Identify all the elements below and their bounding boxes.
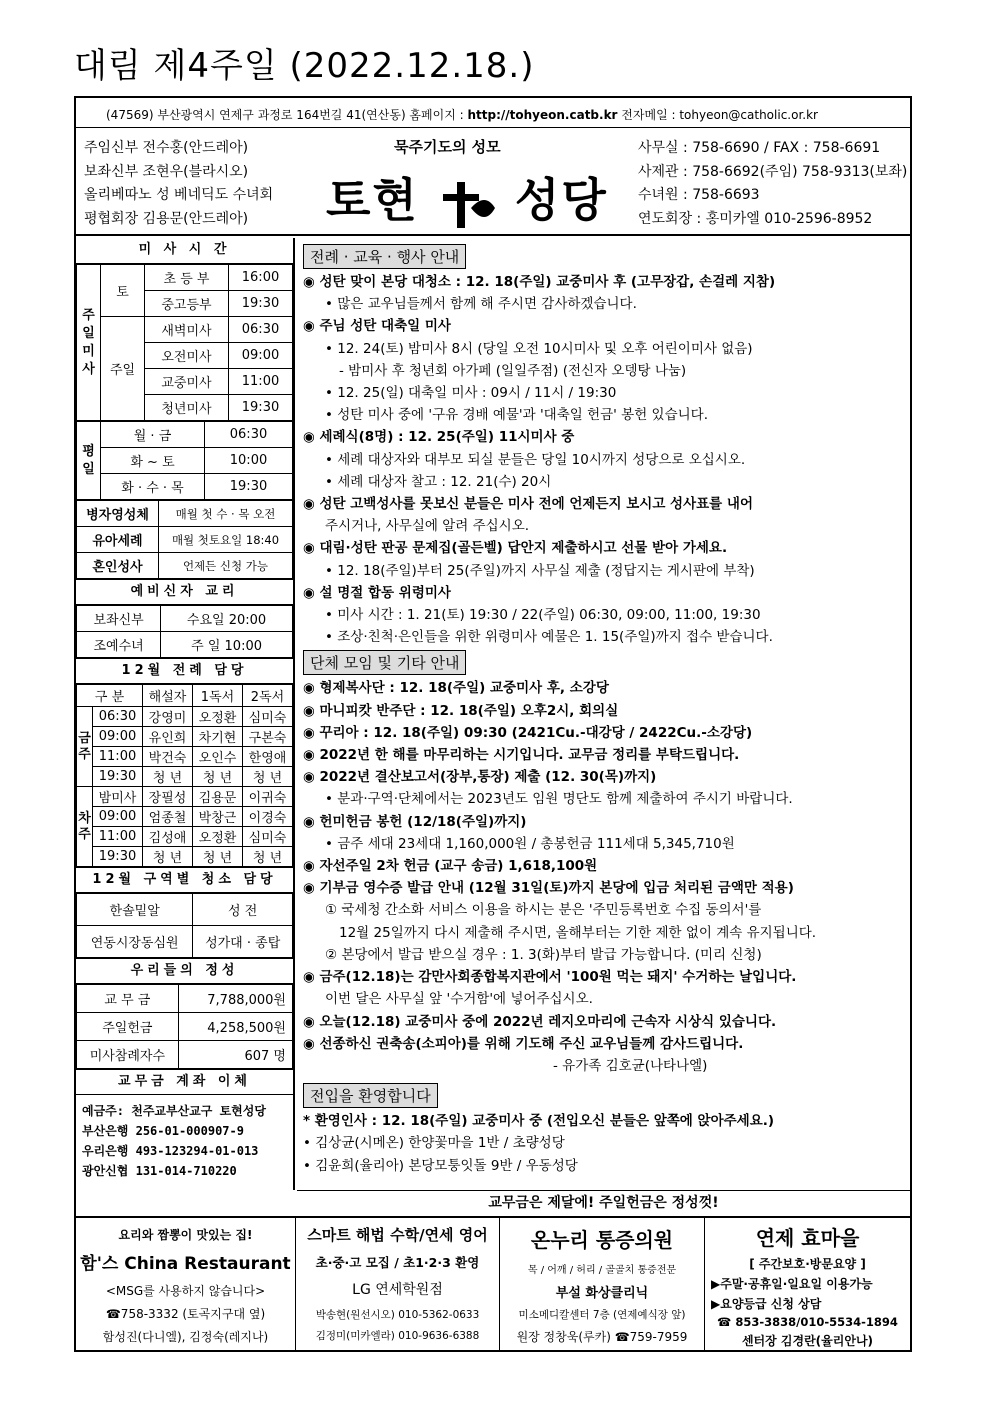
offering-value: 4,258,500원 bbox=[178, 1013, 292, 1041]
notice-line: • 미사 시간 : 1. 21(토) 19:30 / 22(주일) 06:30, 09:00, 11:00, 19:30 bbox=[325, 607, 761, 624]
bank-line: 광안신협 131-014-710220 bbox=[82, 1164, 237, 1178]
page-title: 대림 제4주일 (2022.12.18.) bbox=[74, 46, 535, 86]
liturgy-cell: 오인수 bbox=[193, 747, 243, 767]
staff-line: 올리베따노 성 베네딕도 수녀회 bbox=[84, 187, 274, 203]
notice-line: ◉ 주님 성탄 대축일 미사 bbox=[303, 318, 451, 335]
ad-restaurant bbox=[76, 1218, 296, 1352]
offering-label: 교 무 금 bbox=[77, 985, 179, 1013]
welcome-notices bbox=[303, 1110, 910, 1177]
email-text: 전자메일 : tohyeon@catholic.or.kr bbox=[617, 108, 818, 122]
cleaning-header: 12월 구역별 청소 담당 bbox=[76, 867, 293, 893]
catechism-table bbox=[76, 605, 293, 658]
staff-line: 평협회장 김용문(안드레아) bbox=[84, 210, 249, 227]
staff-line: 보좌신부 조현우(블라시오) bbox=[84, 163, 249, 180]
address-bar bbox=[76, 98, 910, 128]
mass-name: 새벽미사 bbox=[145, 317, 229, 343]
ad-line: 함성진(다니엘), 김정숙(레지나) bbox=[102, 1330, 269, 1344]
ad-line: <MSG를 사용하지 않습니다> bbox=[105, 1284, 266, 1298]
notice-line: ◉ 2022년 한 해를 마무리하는 시기입니다. 교무금 정리를 부탁드립니다. bbox=[303, 747, 740, 764]
contact-line: 수녀원 : 758-6693 bbox=[638, 187, 760, 203]
ad-clinic bbox=[500, 1218, 705, 1352]
notice-line: ◉ 자선주일 2차 헌금 (교구 송금) 1,618,100원 bbox=[303, 858, 598, 875]
liturgy-cell: 06:30 bbox=[93, 707, 143, 727]
liturgy-cell: 차기현 bbox=[193, 727, 243, 747]
catechism-time: 주 일 10:00 bbox=[161, 632, 293, 658]
parish-name-right: 성당 bbox=[514, 173, 608, 227]
liturgy-cell: 심미숙 bbox=[243, 827, 293, 847]
notice-line: • 세례 대상자와 대부모 되실 분들은 당일 10시까지 성당으로 오십시오. bbox=[325, 451, 746, 468]
notice-line: - 밤미사 후 청년회 아가페 (일일주점) (전신자 오뎅탕 나눔) bbox=[339, 362, 687, 379]
notice-line: • 분과·구역·단체에서는 2023년도 임원 명단도 함께 제출하여 주시기 바랍니다. bbox=[325, 791, 793, 808]
weekday-time: 06:30 bbox=[205, 422, 293, 448]
notice-line: • 많은 교우님들께서 함께 해 주시면 감사하겠습니다. bbox=[325, 296, 637, 313]
liturgy-cell: 청 년 bbox=[243, 847, 293, 867]
liturgy-cell: 오정환 bbox=[193, 827, 243, 847]
homepage-link[interactable]: http://tohyeon.catb.kr bbox=[467, 108, 618, 122]
weekday-name: 화 ~ 토 bbox=[101, 448, 205, 474]
december-liturgy-header: 12월 전례 담당 bbox=[76, 658, 293, 684]
contact-line: 연도회장 : 홍미카엘 010-2596-8952 bbox=[638, 210, 873, 227]
ad-line: 함'스 China Restaurant bbox=[80, 1254, 291, 1274]
liturgy-cell: 한영애 bbox=[243, 747, 293, 767]
this-week-label: 금주 bbox=[77, 707, 93, 787]
notice-line: ◉ 금주(12.18)는 감만사회종합복지관에서 '100원 먹는 돼지' 수거하는 날입니다. bbox=[303, 969, 797, 986]
ad-line: 박송현(원선시오) 010-5362-0633 bbox=[315, 1309, 480, 1321]
liturgy-cell: 오정환 bbox=[193, 707, 243, 727]
liturgy-cell: 심미숙 bbox=[243, 707, 293, 727]
cleaning-group: 한솔밑알 bbox=[77, 894, 193, 926]
liturgy-cell: 청 년 bbox=[243, 767, 293, 787]
ad-line: 요리와 짬뽕이 맛있는 집! bbox=[118, 1228, 253, 1242]
liturgy-cell: 청 년 bbox=[193, 847, 243, 867]
notice-line: ◉ 형제복사단 : 12. 18(주일) 교중미사 후, 소강당 bbox=[303, 680, 609, 697]
liturgy-col: 해설자 bbox=[143, 685, 193, 707]
contact-list bbox=[638, 137, 907, 231]
mass-name: 청년미사 bbox=[145, 395, 229, 421]
liturgy-table bbox=[76, 684, 293, 867]
staff-list bbox=[84, 137, 273, 231]
contact-line: 사제관 : 758-6692(주임) 758-9313(보좌) bbox=[638, 163, 908, 180]
ad-line: 초·중·고 모집 / 초1·2·3 환영 bbox=[315, 1255, 480, 1270]
notice-line: ◉ 성탄 맞이 본당 대청소 : 12. 18(주일) 교중미사 후 (고무장갑, 손걸레 지참) bbox=[303, 274, 776, 290]
mass-time: 19:30 bbox=[229, 291, 293, 317]
catechism-time: 수요일 20:00 bbox=[161, 606, 293, 632]
notice-line: • 성탄 미사 중에 '구유 경배 예물'과 '대축일 헌금' 봉헌 있습니다. bbox=[325, 407, 708, 424]
bulletin-frame bbox=[74, 96, 912, 1352]
sacrament-time: 매월 첫 수 · 목 오전 bbox=[159, 501, 293, 527]
notices-header-welcome: 전입을 환영합니다 bbox=[303, 1083, 438, 1108]
ad-line: 미소메디칼센터 7층 (연제예식장 앞) bbox=[518, 1309, 686, 1321]
notice-line: 이번 달은 사무실 앞 '수거함'에 넣어주십시오. bbox=[325, 991, 593, 1008]
weekday-time: 19:30 bbox=[205, 474, 293, 500]
notice-line: 주시거나, 사무실에 알려 주십시오. bbox=[325, 518, 530, 535]
weekday-name: 월 · 금 bbox=[101, 422, 205, 448]
bank-line: 우리은행 493-123294-01-013 bbox=[82, 1144, 259, 1158]
notice-line: ◉ 꾸리아 : 12. 18(주일) 09:30 (2421Cu.-대강당 / 2422Cu.-소강당) bbox=[303, 724, 753, 741]
notice-line: ◉ 대림·성탄 판공 문제집(골든벨) 답안지 제출하시고 선물 받아 가세요. bbox=[303, 540, 728, 557]
notices-column bbox=[297, 238, 910, 1190]
ad-line: 부설 화상클리닉 bbox=[555, 1286, 649, 1301]
sacrament-name: 혼인성사 bbox=[77, 553, 159, 579]
weekday-mass-table bbox=[76, 421, 293, 500]
mass-times-header: 미 사 시 간 bbox=[76, 238, 293, 264]
liturgy-cell: 11:00 bbox=[93, 747, 143, 767]
sacrament-time: 매월 첫토요일 18:40 bbox=[159, 527, 293, 553]
mass-name: 초 등 부 bbox=[145, 265, 229, 291]
notices-header-liturgy: 전례 · 교육 · 행사 안내 bbox=[303, 244, 466, 269]
ad-line: ☎ 853-3838/010-5534-1894 bbox=[717, 1315, 898, 1329]
left-column bbox=[76, 238, 295, 1190]
notice-line: ◉ 마니피캇 반주단 : 12. 18(주일) 오후2시, 회의실 bbox=[303, 702, 619, 719]
weekday-label: 평일 bbox=[77, 422, 101, 500]
notice-line: ◉ 성탄 고백성사를 못보신 분들은 미사 전에 언제든지 보시고 성사표를 내어 bbox=[303, 496, 754, 513]
ad-academy bbox=[296, 1218, 500, 1352]
notice-line: • 조상·친척·은인들을 위한 위령미사 예물은 1. 15(주일)까지 접수 받습니다. bbox=[325, 629, 773, 646]
offerings-header: 우리들의 정성 bbox=[76, 958, 293, 984]
offering-label: 주일헌금 bbox=[77, 1013, 179, 1041]
offerings-table bbox=[76, 984, 293, 1069]
notice-line: ◉ 헌미헌금 봉헌 (12/18(주일)까지) bbox=[303, 813, 527, 830]
sunday-label: 주일 bbox=[101, 317, 145, 421]
notice-line: • 12. 25(일) 대축일 미사 : 09시 / 11시 / 19:30 bbox=[325, 385, 617, 402]
liturgy-cell: 박건숙 bbox=[143, 747, 193, 767]
liturgy-cell: 유인희 bbox=[143, 727, 193, 747]
ad-line: 목 / 어깨 / 허리 / 골골치 통증전문 bbox=[527, 1265, 677, 1276]
parish-name-left: 토현 bbox=[326, 173, 419, 227]
notice-line: ◉ 오늘(12.18) 교중미사 중에 2022년 레지오마리에 근속자 시상식 있습니다. bbox=[303, 1013, 777, 1030]
liturgy-cell: 밤미사 bbox=[93, 787, 143, 807]
liturgy-cell: 19:30 bbox=[93, 847, 143, 867]
address-text: (47569) 부산광역시 연제구 과정로 164번길 41(연산동) 홈페이지 : bbox=[106, 108, 468, 122]
liturgy-col: 2독서 bbox=[243, 685, 293, 707]
mass-time: 09:00 bbox=[229, 343, 293, 369]
liturgy-notices bbox=[303, 271, 910, 648]
ad-line: ▶요양등급 신청 상담 bbox=[711, 1297, 822, 1311]
notice-line: • 김상균(시메온) 한양꽃마을 1반 / 초량성당 bbox=[303, 1135, 565, 1152]
offering-value: 607 명 bbox=[178, 1041, 292, 1069]
liturgy-cell: 구본숙 bbox=[243, 727, 293, 747]
parish-logo bbox=[326, 164, 608, 230]
ad-line: 김정미(미카엘라) 010-9636-6388 bbox=[315, 1330, 480, 1342]
mass-name: 중고등부 bbox=[145, 291, 229, 317]
liturgy-cell: 19:30 bbox=[93, 767, 143, 787]
liturgy-cell: 박창근 bbox=[193, 807, 243, 827]
contact-line: 사무실 : 758-6690 / FAX : 758-6691 bbox=[638, 140, 881, 156]
bank-line: 부산은행 256-01-000907-9 bbox=[82, 1124, 244, 1138]
ad-line: 온누리 통증의원 bbox=[530, 1228, 674, 1252]
weekday-time: 10:00 bbox=[205, 448, 293, 474]
notice-line: • 김윤희(율리아) 본당모퉁잇돌 9반 / 우동성당 bbox=[303, 1157, 578, 1174]
bank-header: 교무금 계좌 이체 bbox=[76, 1069, 293, 1095]
mass-time: 11:00 bbox=[229, 369, 293, 395]
liturgy-cell: 강영미 bbox=[143, 707, 193, 727]
bank-line: 예금주: 천주교부산교구 토현성당 bbox=[82, 1104, 266, 1118]
notice-line: ② 본당에서 발급 받으실 경우 : 1. 3(화)부터 발급 가능합니다. (미리 신청) bbox=[325, 946, 762, 963]
notice-line: ① 국세청 간소화 서비스 이용을 하시는 분은 '주민등록번호 수집 동의서'를 bbox=[325, 902, 762, 919]
ad-line: [ 주간보호·방문요양 ] bbox=[749, 1257, 866, 1271]
ad-line: 센터장 김경란(율리안나) bbox=[741, 1334, 874, 1348]
ad-line: LG 연세학원점 bbox=[352, 1282, 443, 1298]
cleaning-table bbox=[76, 893, 293, 958]
notice-line: - 유가족 김호균(나타나엘) bbox=[553, 1057, 708, 1074]
mass-name: 오전미사 bbox=[145, 343, 229, 369]
liturgy-cell: 11:00 bbox=[93, 827, 143, 847]
cleaning-area: 성 전 bbox=[193, 894, 293, 926]
ad-care-center bbox=[705, 1218, 910, 1352]
ads-row bbox=[76, 1216, 910, 1350]
notice-line: • 12. 18(주일)부터 25(주일)까지 사무실 제출 (정답지는 게시판에 부착) bbox=[325, 562, 755, 579]
notice-line: ◉ 설 명절 합동 위령미사 bbox=[303, 584, 451, 601]
ad-line: 스마트 해법 수학/연세 영어 bbox=[307, 1226, 488, 1244]
staff-line: 주임신부 전수홍(안드레아) bbox=[84, 140, 249, 156]
offering-slogan: 교무금은 제달에! 주일헌금은 정성껏! bbox=[297, 1190, 910, 1216]
notice-line: • 12. 24(토) 밤미사 8시 (당일 오전 10시미사 및 오후 어린이미사 없음) bbox=[325, 340, 753, 357]
ad-line: ▶주말·공휴일·일요일 이용가능 bbox=[711, 1277, 873, 1291]
notice-line: 12월 25일까지 다시 제출해 주시면, 올해부터는 기한 제한 없이 계속 유지됩니다. bbox=[339, 924, 817, 941]
liturgy-cell: 청 년 bbox=[143, 847, 193, 867]
catechism-header: 예비신자 교리 bbox=[76, 579, 293, 605]
liturgy-cell: 김용문 bbox=[193, 787, 243, 807]
liturgy-cell: 청 년 bbox=[193, 767, 243, 787]
liturgy-cell: 장필성 bbox=[143, 787, 193, 807]
mass-time: 19:30 bbox=[229, 395, 293, 421]
notice-line: • 세례 대상자 찰고 : 12. 21(수) 20시 bbox=[325, 473, 552, 490]
cleaning-group: 연동시장동심원 bbox=[77, 926, 193, 958]
liturgy-cell: 09:00 bbox=[93, 807, 143, 827]
sunday-mass-label: 주일미사 bbox=[77, 265, 101, 421]
mass-time: 16:00 bbox=[229, 265, 293, 291]
liturgy-cell: 09:00 bbox=[93, 727, 143, 747]
cleaning-area: 성가대 · 종탑 bbox=[193, 926, 293, 958]
offering-label: 미사참례자수 bbox=[77, 1041, 179, 1069]
saturday-label: 토 bbox=[101, 265, 145, 317]
bank-info bbox=[76, 1095, 293, 1181]
sacrament-table bbox=[76, 500, 293, 579]
liturgy-cell: 청 년 bbox=[143, 767, 193, 787]
notice-line: ◉ 2022년 결산보고서(장부,통장) 제출 (12. 30(목)까지) bbox=[303, 769, 657, 786]
group-notices bbox=[303, 677, 910, 1077]
notices-header-groups: 단체 모임 및 기타 안내 bbox=[303, 650, 466, 675]
liturgy-col: 구 분 bbox=[77, 685, 143, 707]
notice-line: • 금주 세대 23세대 1,160,000원 / 총봉헌금 111세대 5,345,710원 bbox=[325, 835, 735, 852]
sacrament-name: 유아세례 bbox=[77, 527, 159, 553]
ad-line: ☎758-3332 (토곡지구대 옆) bbox=[105, 1307, 266, 1321]
notice-line: ◉ 기부금 영수증 발급 안내 (12월 31일(토)까지 본당에 입금 처리된 금액만 적용) bbox=[303, 880, 794, 897]
ad-line: 원장 정창욱(루카) ☎759-7959 bbox=[516, 1330, 688, 1344]
ad-line: 연제 효마을 bbox=[755, 1226, 860, 1250]
liturgy-cell: 이귀숙 bbox=[243, 787, 293, 807]
liturgy-col: 1독서 bbox=[193, 685, 243, 707]
next-week-label: 차주 bbox=[77, 787, 93, 867]
parish-header bbox=[76, 128, 910, 236]
mass-times-table bbox=[76, 264, 293, 421]
weekday-name: 화 · 수 · 목 bbox=[101, 474, 205, 500]
parish-subtitle: 묵주기도의 성모 bbox=[394, 138, 501, 156]
liturgy-cell: 이경숙 bbox=[243, 807, 293, 827]
catechism-teacher: 보좌신부 bbox=[77, 606, 161, 632]
notice-line: ◉ 세례식(8명) : 12. 25(주일) 11시미사 중 bbox=[303, 429, 575, 446]
mass-time: 06:30 bbox=[229, 317, 293, 343]
sacrament-time: 언제든 신청 가능 bbox=[159, 553, 293, 579]
offering-value: 7,788,000원 bbox=[178, 985, 292, 1013]
mass-name: 교중미사 bbox=[145, 369, 229, 395]
catechism-teacher: 조예수녀 bbox=[77, 632, 161, 658]
liturgy-cell: 김성애 bbox=[143, 827, 193, 847]
church-cross-icon bbox=[437, 178, 497, 230]
liturgy-cell: 엄종철 bbox=[143, 807, 193, 827]
notice-line: * 환영인사 : 12. 18(주일) 교중미사 중 (전입오신 분들은 앞쪽에 앉아주세요.) bbox=[303, 1113, 775, 1130]
notice-line: ◉ 선종하신 권축송(소피아)를 위해 기도해 주신 교우님들께 감사드립니다. bbox=[303, 1035, 744, 1052]
sacrament-name: 병자영성체 bbox=[77, 501, 159, 527]
